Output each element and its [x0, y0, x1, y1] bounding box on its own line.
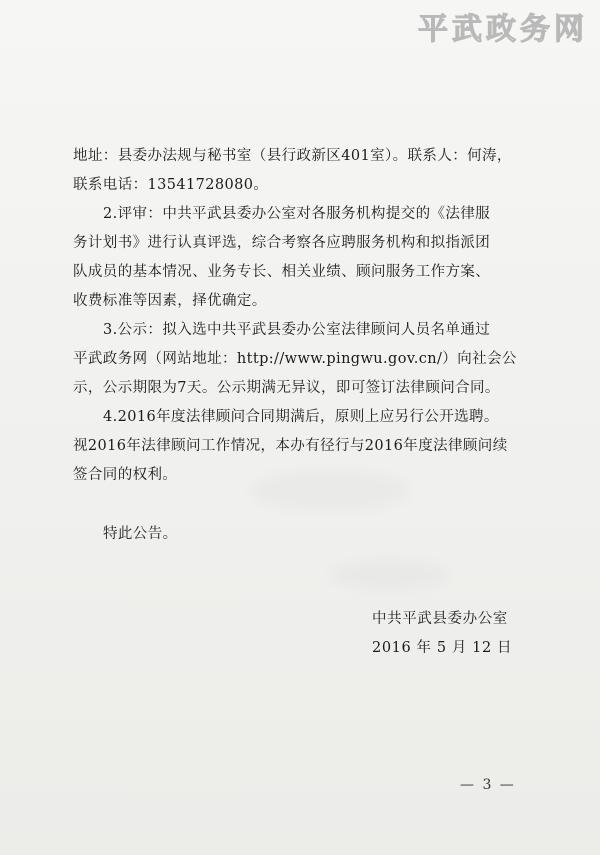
body-line: 签合同的权利。	[73, 467, 178, 483]
body-line: 收费标准等因素，择优确定。	[73, 293, 267, 309]
page-number: — 3 —	[460, 777, 516, 793]
body-line: 3.公示：拟入选中共平武县委办公室法律顾问人员名单通过	[103, 322, 491, 338]
signature-date: 2016 年 5 月 12 日	[372, 640, 513, 656]
scan-smudge	[250, 470, 410, 510]
body-line: 队成员的基本情况、业务专长、相关业绩、顾问服务工作方案、	[73, 264, 491, 280]
body-line: 2.评审：中共平武县委办公室对各服务机构提交的《法律服	[103, 206, 491, 222]
body-line: 视2016年法律顾问工作情况，本办有径行与2016年度法律顾问续	[73, 438, 508, 454]
body-line: 4.2016年度法律顾问合同期满后，原则上应另行公开选聘。	[103, 409, 499, 425]
scan-smudge	[330, 560, 450, 590]
site-watermark: 平武政务网	[418, 12, 588, 47]
body-line: 地址：县委办法规与秘书室（县行政新区401室）。联系人：何涛，	[73, 148, 512, 164]
closing-line: 特此公告。	[103, 526, 178, 542]
body-line: 示，公示期限为7天。公示期满无异议，即可签订法律顾问合同。	[73, 380, 500, 396]
signature-organization: 中共平武县委办公室	[372, 611, 508, 627]
body-line: 平武政务网（网站地址：http://www.pingwu.gov.cn/）向社会公	[73, 351, 517, 367]
body-line: 联系电话：13541728080。	[73, 177, 269, 193]
body-line: 务计划书》进行认真评选，综合考察各应聘服务机构和拟指派团	[73, 235, 491, 251]
